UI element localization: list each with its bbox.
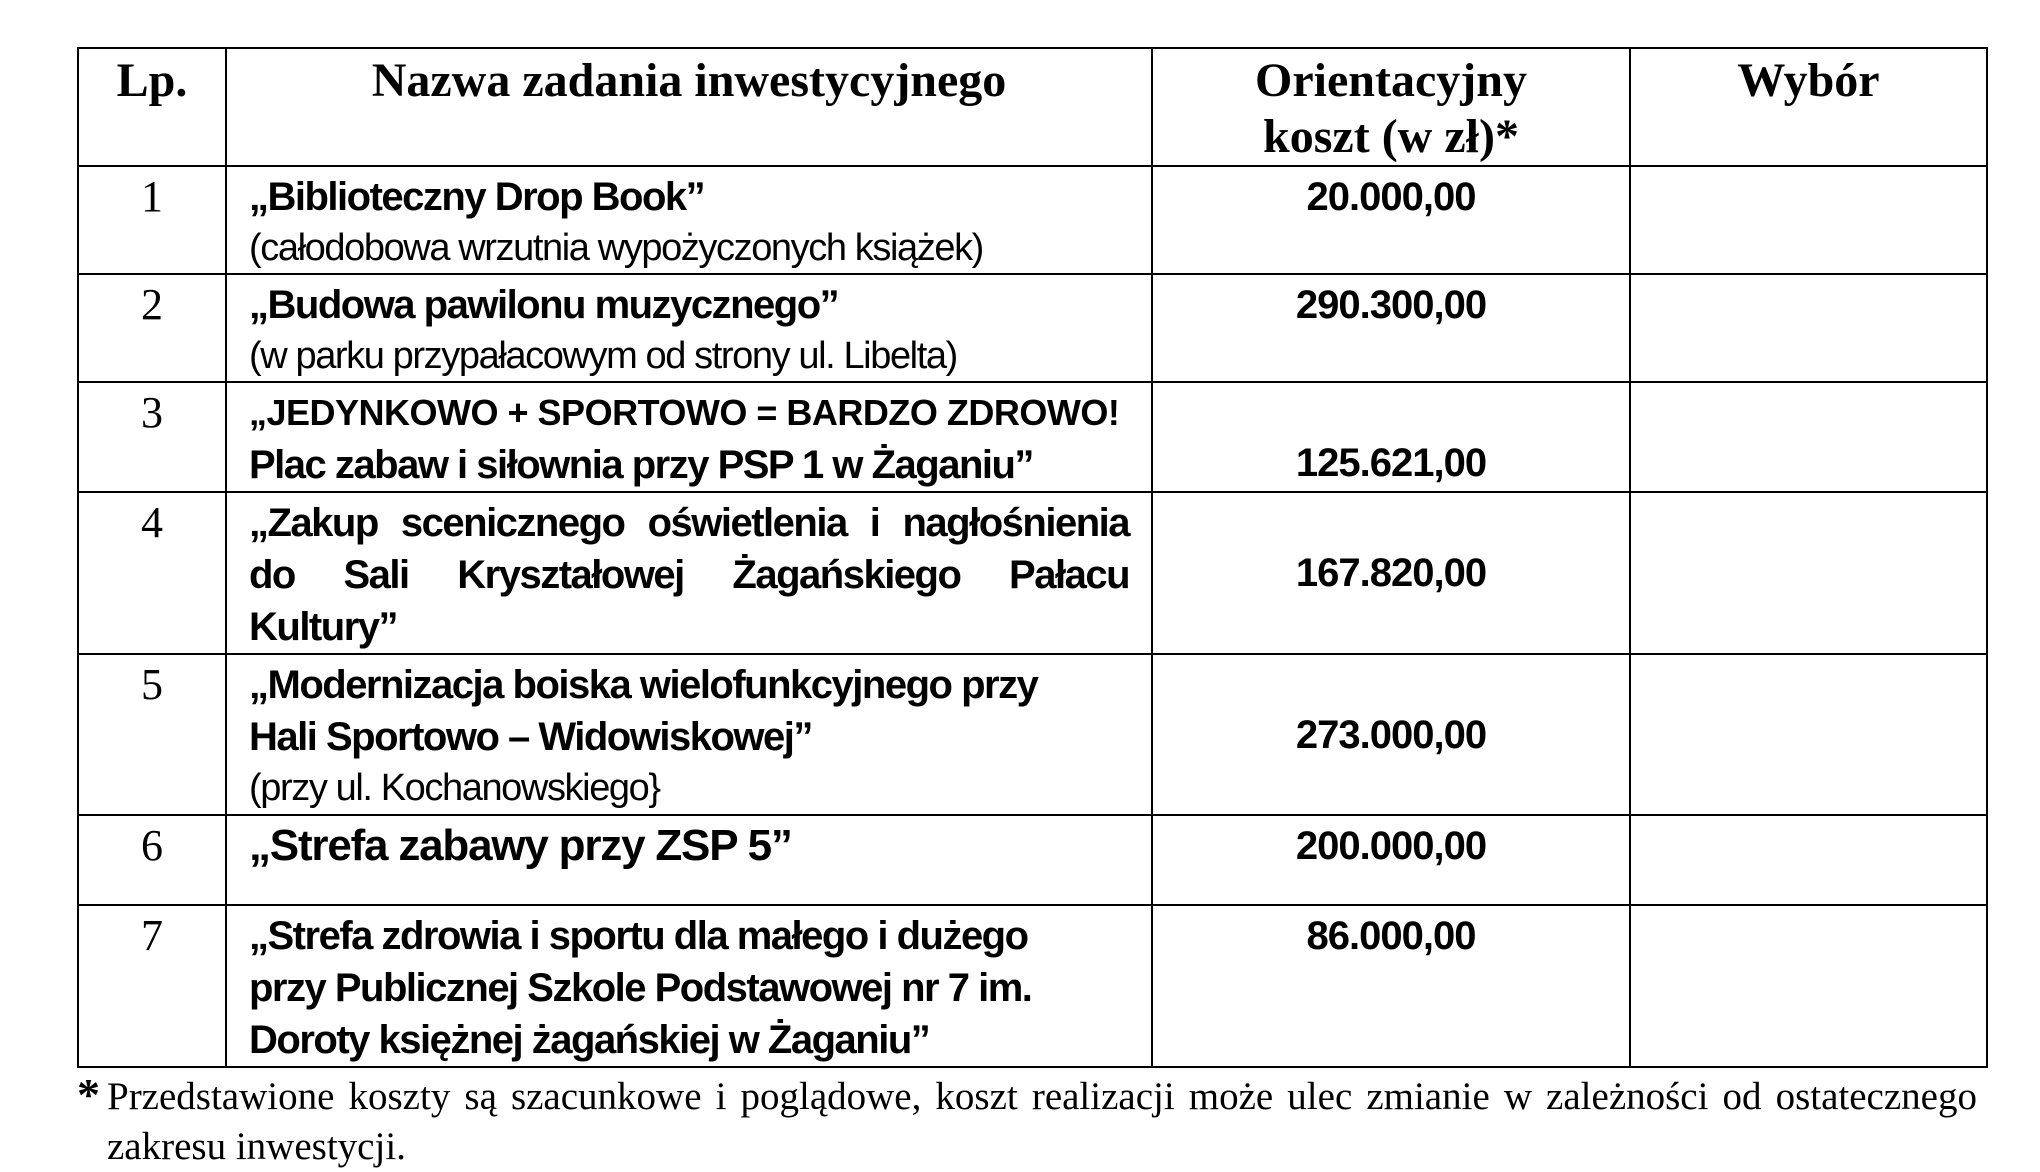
- task-subtitle: (w parku przypałacowym od strony ul. Libelta): [249, 335, 957, 377]
- task-title: „Strefa zdrowia i sportu dla małego i dużego przy Publicznej Szkole Podstawowej nr 7 im. Doroty księżnej żagańskiej w Żaganiu”: [249, 914, 1032, 1062]
- row-cost: 290.300,00: [1152, 274, 1630, 382]
- table-row: [78, 382, 1987, 492]
- row-lp: 3: [78, 382, 226, 492]
- row-cost: 125.621,00: [1152, 382, 1630, 492]
- header-cost-label: Orientacyjny koszt (w zł)*: [1255, 54, 1527, 163]
- footnote-text: Przedstawione koszty są szacunkowe i poglądowe, koszt realizacji może ulec zmianie w zależności od ostatecznego zakresu inwestycji.: [107, 1075, 1977, 1168]
- table-row: [78, 274, 1987, 382]
- row-name-cell: [226, 654, 1152, 815]
- row-name-cell: [226, 274, 1152, 382]
- row-cost: 200.000,00: [1152, 815, 1630, 905]
- row-lp: 7: [78, 905, 226, 1067]
- task-subtitle: (całodobowa wrzutnia wypożyczonych książek): [249, 227, 983, 269]
- row-choice-cell[interactable]: [1630, 492, 1987, 654]
- task-subtitle: (przy ul. Kochanowskiego}: [249, 767, 660, 809]
- row-choice-cell[interactable]: [1630, 654, 1987, 815]
- header-cost: [1152, 48, 1630, 166]
- task-title: „Strefa zabawy przy ZSP 5”: [249, 821, 792, 870]
- table-row: [78, 166, 1987, 274]
- task-title-line-1: „JEDYNKOWO + SPORTOWO = BARDZO ZDROWO!: [249, 392, 1120, 433]
- header-lp: Lp.: [78, 48, 226, 166]
- row-name-cell: [226, 492, 1152, 654]
- footnote-marker: *: [77, 1069, 100, 1120]
- task-title: „Budowa pawilonu muzycznego”: [249, 283, 839, 327]
- row-lp: 4: [78, 492, 226, 654]
- row-choice-cell[interactable]: [1630, 905, 1987, 1067]
- header-name: Nazwa zadania inwestycyjnego: [226, 48, 1152, 166]
- table-row: [78, 492, 1987, 654]
- footnote: [77, 1069, 1977, 1172]
- table-row: [78, 905, 1987, 1067]
- task-title-line-2: Plac zabaw i siłownia przy PSP 1 w Żaganiu”: [249, 443, 1033, 487]
- row-cost: 273.000,00: [1152, 654, 1630, 815]
- row-lp: 5: [78, 654, 226, 815]
- task-title: „Modernizacja boiska wielofunkcyjnego przy Hali Sportowo – Widowiskowej”: [249, 663, 1038, 759]
- row-name-cell: [226, 166, 1152, 274]
- row-cost: 86.000,00: [1152, 905, 1630, 1067]
- row-choice-cell[interactable]: [1630, 166, 1987, 274]
- row-lp: 2: [78, 274, 226, 382]
- task-title: „Biblioteczny Drop Book”: [249, 175, 705, 219]
- row-choice-cell[interactable]: [1630, 274, 1987, 382]
- row-choice-cell[interactable]: [1630, 382, 1987, 492]
- row-lp: 1: [78, 166, 226, 274]
- table-header-row: [78, 48, 1987, 166]
- row-choice-cell[interactable]: [1630, 815, 1987, 905]
- investment-table: [77, 47, 1988, 1068]
- row-lp: 6: [78, 815, 226, 905]
- row-name-cell: [226, 815, 1152, 905]
- row-name-cell: [226, 905, 1152, 1067]
- row-name-cell: [226, 382, 1152, 492]
- row-cost: 20.000,00: [1152, 166, 1630, 274]
- table-row: [78, 654, 1987, 815]
- row-cost: 167.820,00: [1152, 492, 1630, 654]
- header-choice: Wybór: [1630, 48, 1987, 166]
- task-title: „Zakup scenicznego oświetlenia i nagłośnienia do Sali Kryształowej Żagańskiego Pałacu Kultury”: [249, 501, 1129, 649]
- table-row: [78, 815, 1987, 905]
